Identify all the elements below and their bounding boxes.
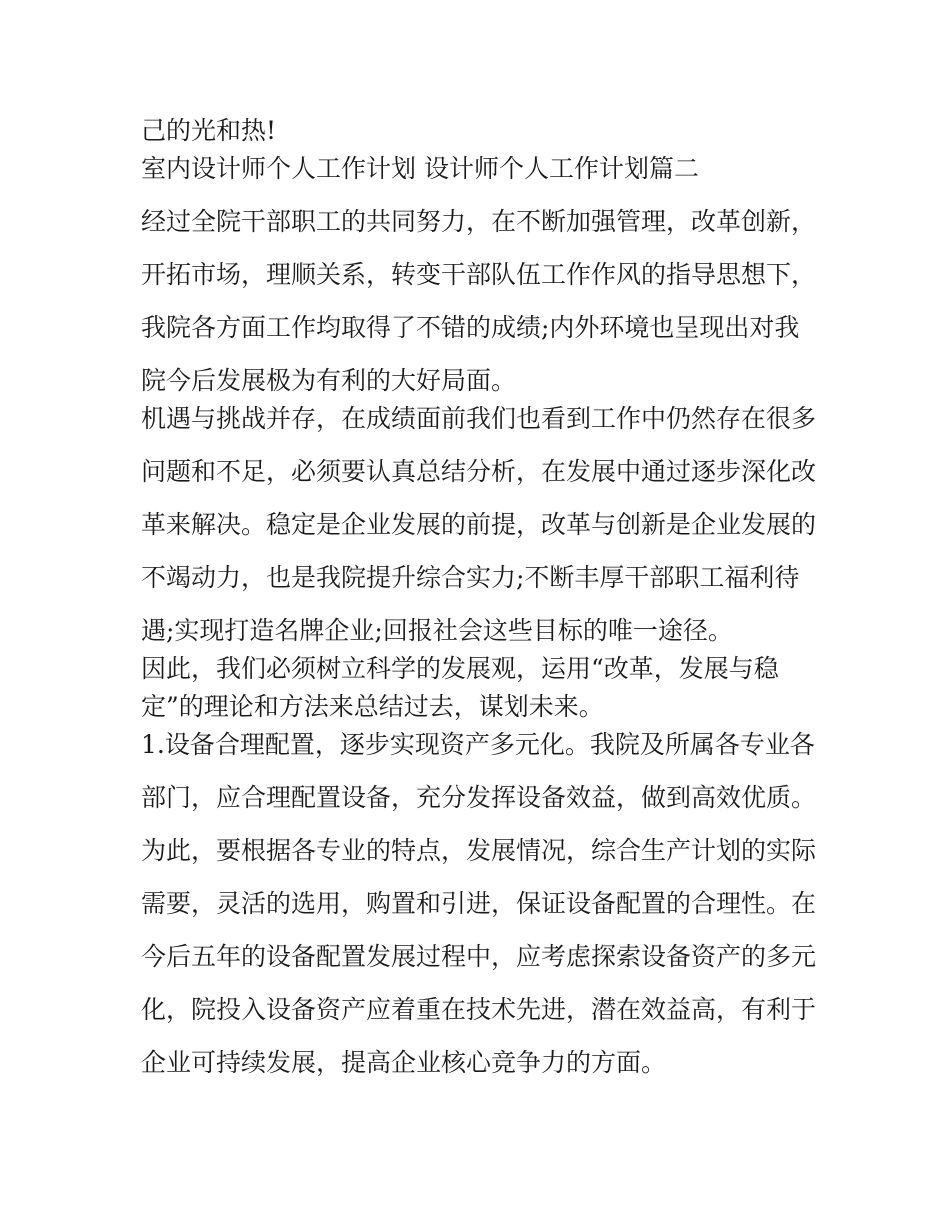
text-line: 需要，灵活的选用，购置和引进，保证设备配置的合理性。在 xyxy=(141,889,817,918)
section-heading: 室内设计师个人工作计划 设计师个人工作计划篇二 xyxy=(141,154,699,183)
text-line: 我院各方面工作均取得了不错的成绩;内外环境也呈现出对我 xyxy=(141,313,800,342)
text-line: 遇;实现打造名牌企业;回报社会这些目标的唯一途径。 xyxy=(141,616,733,645)
text-line: 1.设备合理配置，逐步实现资产多元化。我院及所属各专业各 xyxy=(141,730,815,759)
text-line: 开拓市场，理顺关系，转变干部队伍工作作风的指导思想下， xyxy=(141,260,817,289)
text-line: 革来解决。稳定是企业发展的前提，改革与创新是企业发展的 xyxy=(141,510,817,539)
text-line: 问题和不足，必须要认真总结分析，在发展中通过逐步深化改 xyxy=(141,457,817,486)
text-line: 化，院投入设备资产应着重在技术先进，潜在效益高，有利于 xyxy=(141,995,817,1024)
text-line: 己的光和热! xyxy=(141,116,277,145)
text-line: 经过全院干部职工的共同努力，在不断加强管理，改革创新， xyxy=(141,207,817,236)
text-line: 机遇与挑战并存，在成绩面前我们也看到工作中仍然存在很多 xyxy=(141,404,817,433)
text-line: 企业可持续发展，提高企业核心竞争力的方面。 xyxy=(141,1048,667,1077)
text-line: 部门，应合理配置设备，充分发挥设备效益，做到高效优质。 xyxy=(141,783,817,812)
text-line: 不竭动力，也是我院提升综合实力;不断丰厚干部职工福利待 xyxy=(141,563,800,592)
text-line: 今后五年的设备配置发展过程中，应考虑探索设备资产的多元 xyxy=(141,942,817,971)
text-line: 因此，我们必须树立科学的发展观，运用“改革，发展与稳 xyxy=(141,654,779,683)
document-body xyxy=(141,112,821,1097)
text-line: 院今后发展极为有利的大好局面。 xyxy=(141,366,517,395)
text-line: 为此，要根据各专业的特点，发展情况，综合生产计划的实际 xyxy=(141,836,817,865)
text-line: 定”的理论和方法来总结过去，谋划未来。 xyxy=(141,692,604,721)
